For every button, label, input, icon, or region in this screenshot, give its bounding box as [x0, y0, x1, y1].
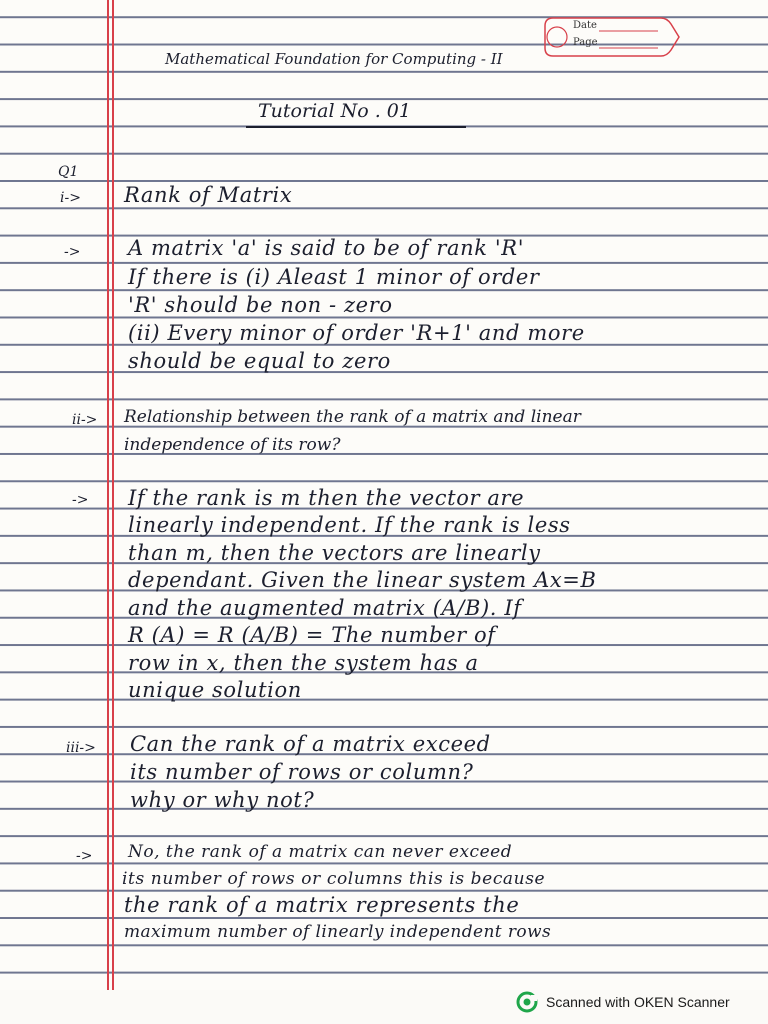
line-text: its number of rows or column?: [130, 760, 474, 784]
line-text: row in x, then the system has a: [128, 651, 479, 675]
line-text: (ii) Every minor of order 'R+1' and more: [128, 321, 585, 345]
line-text: Rank of Matrix: [124, 183, 293, 207]
line-text: independence of its row?: [124, 435, 341, 455]
title-underline: [246, 126, 466, 128]
page-label: Page: [573, 37, 598, 48]
line-text: Can the rank of a matrix exceed: [130, 732, 491, 756]
line-text: No, the rank of a matrix can never exceed: [128, 842, 513, 862]
tutorial-title: Tutorial No . 01: [258, 100, 411, 122]
item-marker: ->: [72, 492, 89, 508]
line-text: why or why not?: [130, 788, 315, 812]
question-number: Q1: [58, 164, 79, 180]
item-marker: iii->: [66, 740, 96, 756]
line-text: dependant. Given the linear system Ax=B: [128, 568, 597, 592]
scanner-logo-icon: [516, 991, 538, 1013]
line-text: If the rank is m then the vector are: [128, 486, 525, 510]
margin-line-left: [107, 0, 109, 990]
margin-line-right: [112, 0, 114, 990]
line-text: the rank of a matrix represents the: [124, 893, 520, 917]
line-text: 'R' should be non - zero: [128, 293, 393, 317]
scanner-text: Scanned with OKEN Scanner: [546, 994, 730, 1010]
item-marker: ii->: [72, 412, 98, 428]
item-marker: ->: [64, 244, 81, 260]
line-text: its number of rows or columns this is because: [122, 869, 546, 889]
line-text: If there is (i) Aleast 1 minor of order: [128, 265, 540, 289]
item-marker: ->: [76, 848, 93, 864]
item-marker: i->: [60, 190, 81, 206]
subject-heading: Mathematical Foundation for Computing - II: [165, 50, 503, 68]
scanner-watermark: [516, 990, 730, 1014]
line-text: linearly independent. If the rank is less: [128, 513, 571, 537]
date-page-stamp: [543, 14, 683, 60]
line-text: A matrix 'a' is said to be of rank 'R': [128, 236, 525, 260]
line-text: should be equal to zero: [128, 349, 391, 373]
line-text: Relationship between the rank of a matrix and linear: [124, 407, 581, 427]
line-text: unique solution: [128, 678, 302, 702]
line-text: than m, then the vectors are linearly: [128, 541, 541, 565]
date-label: Date: [573, 20, 597, 31]
line-text: and the augmented matrix (A/B). If: [128, 596, 522, 620]
line-text: R (A) = R (A/B) = The number of: [128, 623, 496, 647]
line-text: maximum number of linearly independent rows: [124, 922, 552, 942]
